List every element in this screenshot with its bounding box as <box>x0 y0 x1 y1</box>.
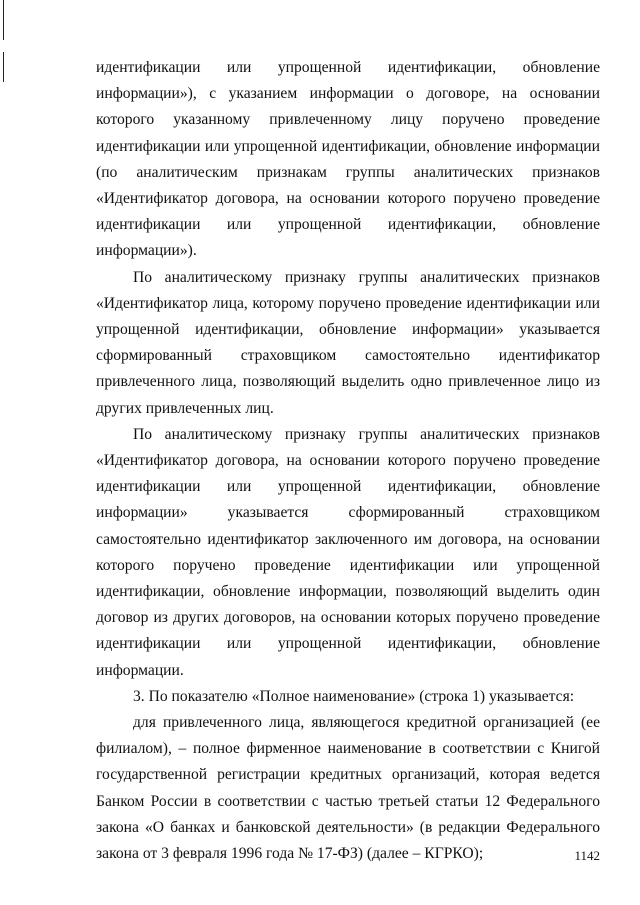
page-number: 1142 <box>574 848 600 863</box>
paragraph-continuation: идентификации или упрощенной идентификации, обновление информации»), с указанием информации о договоре, на основании которого указанному привлеченному лицу поручено проведение идентификации или упрощенной идентификации, обновление информации (по аналитическим признакам группы аналитических признаков «Идентификатор договора, на основании которого поручено проведение идентификации или упрощенной идентификации, обновление информации»). <box>96 59 600 260</box>
paragraph-person-identifier: По аналитическому признаку группы аналитических признаков «Идентификатор лица, которому поручено проведение идентификации или упрощенной идентификации, обновление информации» указывается сформированный страховщиком самостоятельно идентификатор привлеченного лица, позволяющий выделить одно привлеченное лицо из других привлеченных лиц. <box>96 268 600 417</box>
margin-change-bar <box>3 0 4 40</box>
paragraph-full-name-heading: 3. По показателю «Полное наименование» (строка 1) указывается: <box>133 687 575 705</box>
document-body <box>96 55 600 867</box>
paragraph-contract-identifier: По аналитическому признаку группы аналитических признаков «Идентификатор договора, на основании которого поручено проведение идентификации или упрощенной идентификации, обновление информации» указывается сформированный страховщиком самостоятельно идентификатор заключенного им договора, на основании которого поручено проведение идентификации или упрощенной идентификации, обновление информации, позволяющий выделить один договор из других договоров, на основании которых поручено проведение идентификации или упрощенной идентификации, обновление информации. <box>96 425 600 679</box>
paragraph-credit-organization: для привлеченного лица, являющегося кредитной организацией (ее филиалом), – полное фирменное наименование в соответствии с Книгой государственной регистрации кредитных организаций, которая ведется Банком России в соответствии с частью третьей статьи 12 Федерального закона «О банках и банковской деятельности» (в редакции Федерального закона от 3 февраля 1996 года № 17-ФЗ) (далее – КГРКО); <box>96 714 600 863</box>
margin-change-bar <box>3 52 4 82</box>
